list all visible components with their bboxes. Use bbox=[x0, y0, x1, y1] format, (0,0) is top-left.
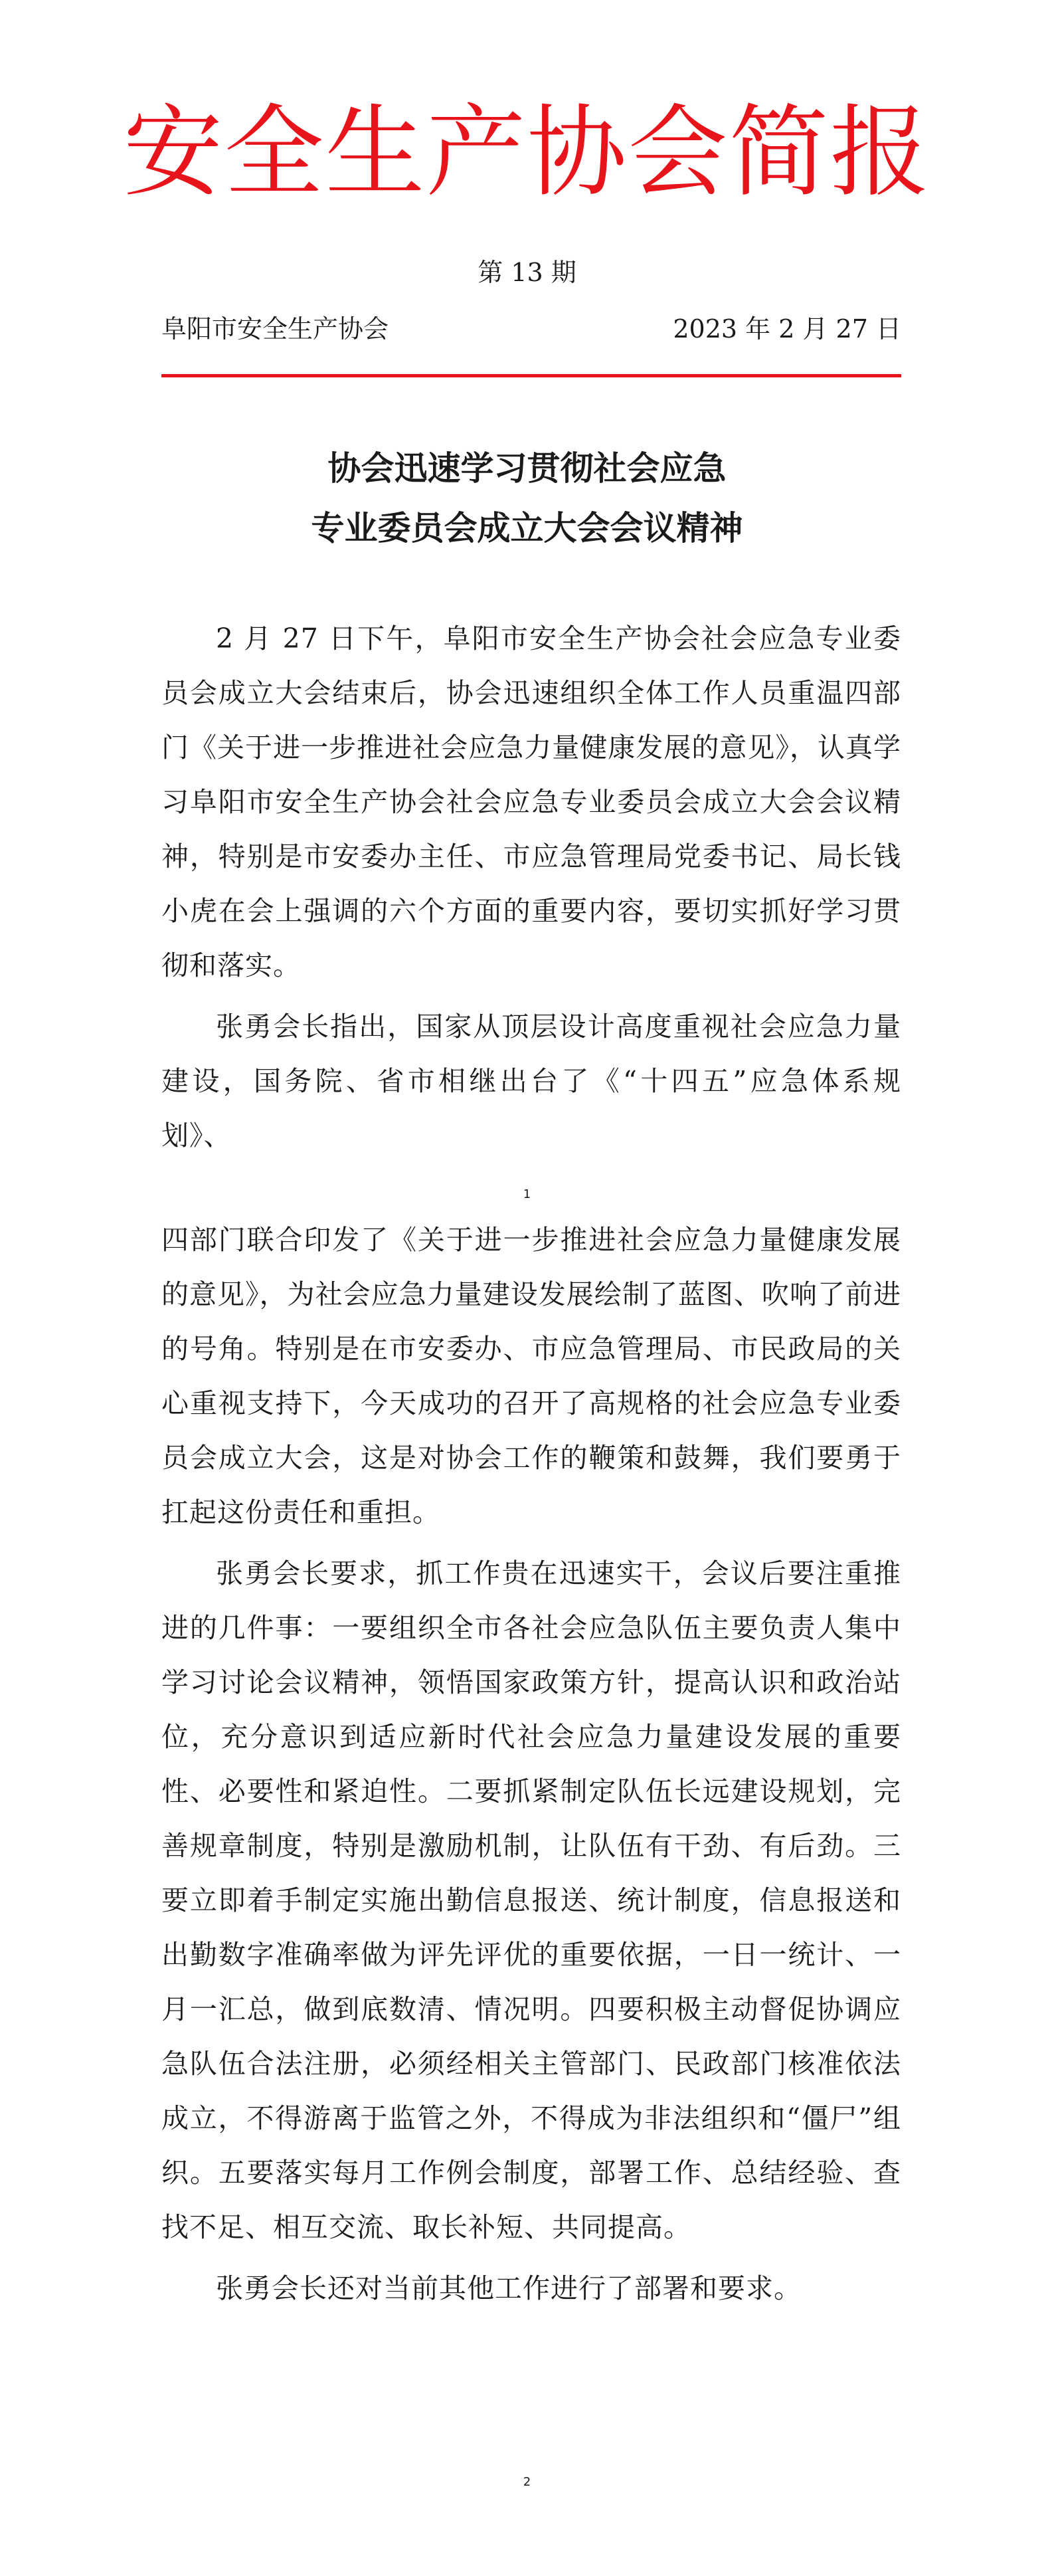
bulletin-masthead: 安全生产协会简报 bbox=[123, 95, 931, 211]
header-divider bbox=[161, 374, 901, 377]
body-paragraph: 张勇会长要求，抓工作贵在迅速实干，会议后要注重推进的几件事：一要组织全市各社会应急队伍主要负责人集中学习讨论会议精神，领悟国家政策方针，提高认识和政治站位，充分意识到适应新时代社会应急力量建设发展的重要性、必要性和紧迫性。二要抓紧制定队伍长远建设规划，完善规章制度，特别是激励机制，让队伍有干劲、有后劲。三要立即着手制定实施出勤信息报送、统计制度，信息报送和出勤数字准确率做为评先评优的重要依据，一日一统计、一月一汇总，做到底数清、情况明。四要积极主动督促协调应急队伍合法注册，必须经相关主管部门、民政部门核准依法成立，不得游离于监管之外，不得成为非法组织和“僵尸”组织。五要落实每月工作例会制度，部署工作、总结经验、查找不足、相互交流、取长补短、共同提高。 bbox=[161, 1557, 901, 2243]
publishing-organization: 阜阳市安全生产协会 bbox=[161, 314, 389, 344]
publish-date: 2023 年 2 月 27 日 bbox=[673, 314, 901, 344]
page-number: 2 bbox=[523, 2475, 531, 2489]
body-paragraph: 张勇会长还对当前其他工作进行了部署和要求。 bbox=[216, 2272, 802, 2304]
body-paragraph: 四部门联合印发了《关于进一步推进社会应急力量健康发展的意见》，为社会应急力量建设发展绘制了蓝图、吹响了前进的号角。特别是在市安委办、市应急管理局、市民政局的关心重视支持下，今天成功的召开了高规格的社会应急专业委员会成立大会，这是对协会工作的鞭策和鼓舞，我们要勇于扛起这份责任和重担。 bbox=[161, 1224, 901, 1528]
article-body-page-1 bbox=[161, 611, 901, 1169]
body-paragraph: 张勇会长指出，国家从顶层设计高度重视社会应急力量建设，国务院、省市相继出台了《“十四五”应急体系规划》、 bbox=[161, 1011, 901, 1151]
issue-number: 第 13 期 bbox=[478, 258, 576, 287]
article-body-page-2 bbox=[161, 1213, 901, 2322]
article-title-line-2: 专业委员会成立大会会议精神 bbox=[311, 509, 743, 547]
article-title-line-1: 协会迅速学习贯彻社会应急 bbox=[327, 449, 727, 488]
body-paragraph: 2 月 27 日下午，阜阳市安全生产协会社会应急专业委员会成立大会结束后，协会迅速组织全体工作人员重温四部门《关于进一步推进社会应急力量健康发展的意见》，认真学习阜阳市安全生产协会社会应急专业委员会成立大会会议精神，特别是市安委办主任、市应急管理局党委书记、局长钱小虎在会上强调的六个方面的重要内容，要切实抓好学习贯彻和落实。 bbox=[161, 623, 901, 981]
document-page-2 bbox=[0, 1224, 1054, 2576]
article-title bbox=[0, 439, 1054, 558]
page-number: 1 bbox=[523, 1187, 531, 1201]
